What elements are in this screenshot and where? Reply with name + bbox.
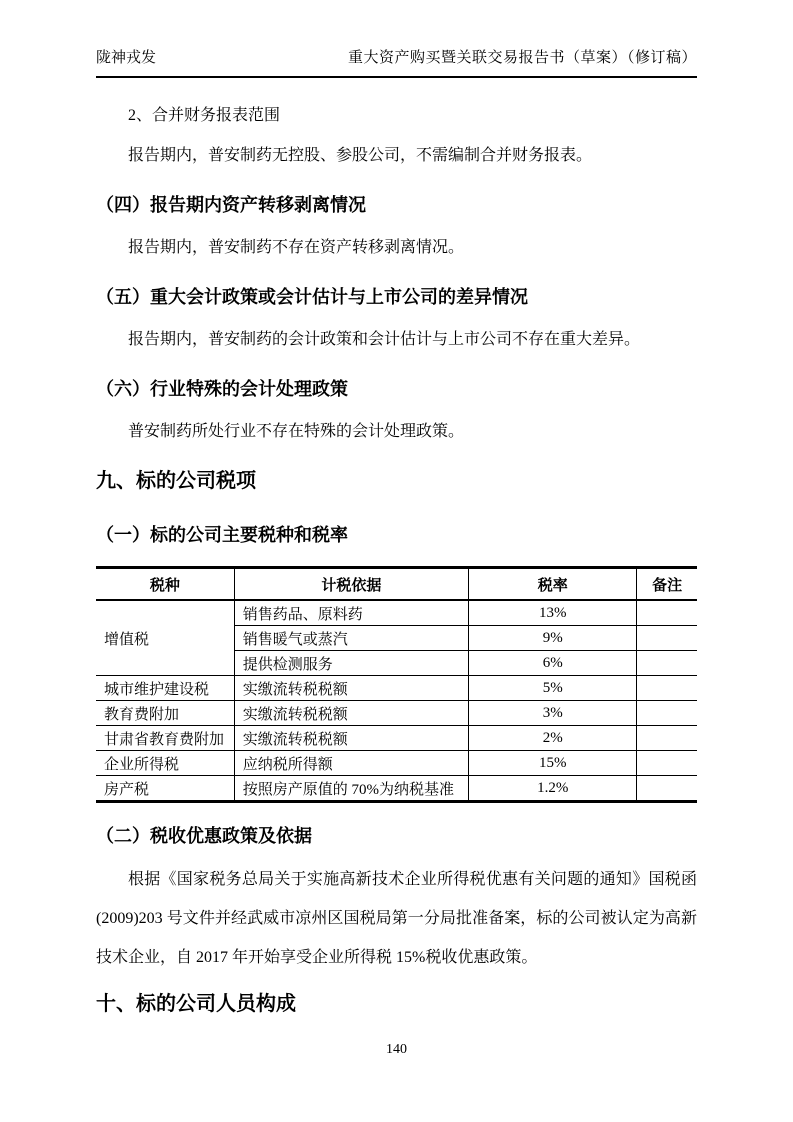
tax-note-cell bbox=[637, 726, 697, 751]
col-header-tax-basis: 计税依据 bbox=[234, 568, 468, 601]
table-row bbox=[96, 726, 697, 751]
tax-type-cell: 甘肃省教育费附加 bbox=[96, 726, 234, 751]
paragraph-tax-incentives: 根据《国家税务总局关于实施高新技术企业所得税优惠有关问题的通知》国税函(2009)203 号文件并经武威市凉州区国税局第一分局批准备案，标的公司被认定为高新技术企业，自 2017 年开始享受企业所得税 15%税收优惠政策。 bbox=[96, 871, 697, 966]
heading-section-5-accounting-policy-diff: （五）重大会计政策或会计估计与上市公司的差异情况 bbox=[96, 287, 528, 307]
paragraph-section-5: 报告期内，普安制药的会计政策和会计估计与上市公司不存在重大差异。 bbox=[128, 331, 641, 348]
page-header bbox=[96, 48, 697, 78]
tax-type-cell: 房产税 bbox=[104, 781, 150, 798]
tax-rate-table bbox=[96, 566, 697, 803]
tax-basis-cell: 按照房产原值的 70%为纳税基准 bbox=[234, 776, 468, 802]
tax-basis-cell: 实缴流转税税额 bbox=[234, 676, 468, 701]
heading-chapter-10-personnel: 十、标的公司人员构成 bbox=[96, 993, 296, 1015]
tax-note-cell bbox=[637, 751, 697, 776]
table-row bbox=[96, 701, 697, 726]
tax-note-cell bbox=[637, 651, 697, 676]
sub-heading-consolidated-scope: 2、合并财务报表范围 bbox=[128, 107, 281, 124]
paragraph-section-6: 普安制药所处行业不存在特殊的会计处理政策。 bbox=[128, 423, 465, 440]
col-header-tax-type: 税种 bbox=[96, 568, 234, 601]
tax-rate-cell: 3% bbox=[469, 701, 637, 726]
paragraph-section-4: 报告期内，普安制药不存在资产转移剥离情况。 bbox=[128, 239, 465, 256]
heading-section-4-asset-transfer: （四）报告期内资产转移剥离情况 bbox=[96, 195, 366, 215]
table-row bbox=[96, 676, 697, 701]
tax-basis-cell: 销售药品、原料药 bbox=[234, 600, 468, 626]
header-left-title: 陇神戎发 bbox=[96, 50, 157, 66]
heading-section-6-industry-accounting: （六）行业特殊的会计处理政策 bbox=[96, 379, 348, 399]
tax-rate-cell: 15% bbox=[469, 751, 637, 776]
tax-note-cell bbox=[637, 676, 697, 701]
tax-rate-cell: 6% bbox=[469, 651, 637, 676]
tax-basis-cell: 实缴流转税税额 bbox=[234, 726, 468, 751]
tax-basis-cell: 应纳税所得额 bbox=[234, 751, 468, 776]
tax-rate-cell: 13% bbox=[469, 600, 637, 626]
tax-basis-cell: 提供检测服务 bbox=[234, 651, 468, 676]
col-header-tax-rate: 税率 bbox=[469, 568, 637, 601]
header-right-title: 重大资产购买暨关联交易报告书（草案）（修订稿） bbox=[347, 50, 697, 66]
tax-rate-cell: 1.2% bbox=[469, 776, 637, 802]
tax-note-cell bbox=[637, 776, 697, 802]
table-header-row bbox=[96, 568, 697, 601]
tax-rate-cell: 9% bbox=[469, 626, 637, 651]
tax-rate-cell: 5% bbox=[469, 676, 637, 701]
tax-basis-cell: 实缴流转税税额 bbox=[234, 701, 468, 726]
tax-note-cell bbox=[637, 600, 697, 626]
tax-basis-cell: 销售暖气或蒸汽 bbox=[234, 626, 468, 651]
tax-type-cell: 教育费附加 bbox=[96, 701, 234, 726]
heading-section-9-1-main-taxes: （一）标的公司主要税种和税率 bbox=[96, 525, 348, 545]
page-number: 140 bbox=[386, 1042, 407, 1057]
table-row bbox=[96, 776, 697, 802]
heading-section-9-2-tax-incentives: （二）税收优惠政策及依据 bbox=[96, 826, 312, 846]
heading-chapter-9-tax-items: 九、标的公司税项 bbox=[96, 470, 256, 492]
tax-type-cell: 增值税 bbox=[96, 600, 234, 676]
tax-note-cell bbox=[637, 626, 697, 651]
tax-note-cell bbox=[637, 701, 697, 726]
tax-type-cell: 城市维护建设税 bbox=[96, 676, 234, 701]
col-header-note: 备注 bbox=[637, 568, 697, 601]
tax-type-cell: 企业所得税 bbox=[96, 751, 234, 776]
tax-rate-cell: 2% bbox=[469, 726, 637, 751]
paragraph-consolidated-scope: 报告期内，普安制药无控股、参股公司，不需编制合并财务报表。 bbox=[128, 147, 593, 164]
table-row bbox=[96, 751, 697, 776]
table-row bbox=[96, 600, 697, 626]
